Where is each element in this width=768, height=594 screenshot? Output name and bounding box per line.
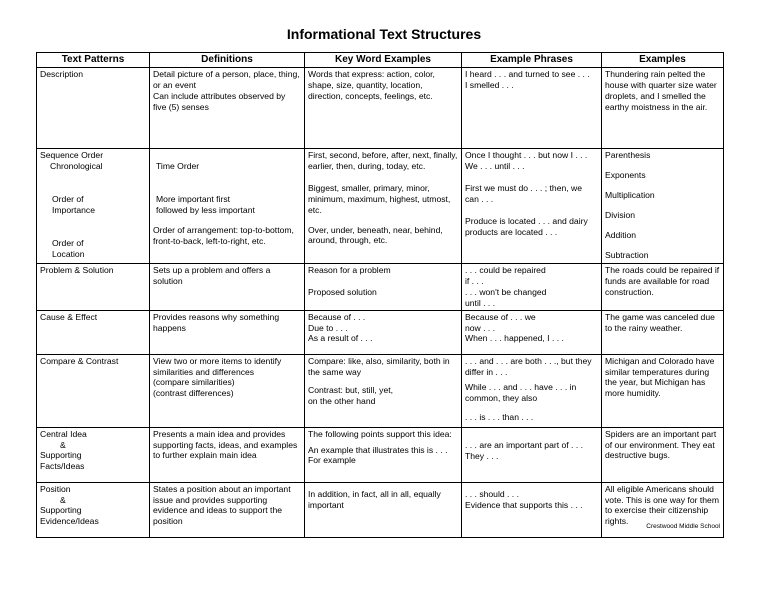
phrase-text: Evidence that supports this . . . [465, 499, 583, 510]
phrases-cell [462, 149, 602, 264]
example-cell [602, 427, 724, 482]
key-words-text: An example that illustrates this is . . . For example [308, 444, 448, 466]
definition-text: Presents a main idea and provides supporting facts, ideas, and examples to further explain main idea [153, 428, 298, 461]
phrase-text: I smelled . . . [465, 79, 514, 90]
pattern-label: Position [40, 483, 71, 494]
phrase-text: if . . . [465, 275, 484, 286]
pattern-label: Facts/Ideas [40, 461, 85, 472]
phrases-cell [462, 427, 602, 482]
key-words-text: Compare: like, also, similarity, both in the same way [308, 355, 450, 377]
header-example-phrases: Example Phrases [462, 53, 602, 68]
pattern-label: Sequence Order [40, 150, 104, 160]
table-header-row [37, 53, 724, 68]
pattern-label: Evidence/Ideas [40, 516, 99, 527]
pattern-sub-label: Importance [52, 204, 95, 215]
pattern-cell [37, 310, 150, 354]
table-row-problem-solution [37, 264, 724, 311]
key-words-text: First, second, before, after, next, finally, earlier, then, during, today, etc. [308, 150, 458, 171]
phrase-text: . . . are an important part of . . . They . . . [465, 439, 583, 461]
definition-text: Time Order [156, 161, 200, 171]
pattern-sub-label: Chronological [50, 160, 103, 171]
example-text: Exponents [605, 169, 646, 180]
phrase-text: First we must do . . . ; then, we can . . . [465, 182, 583, 204]
example-text: Subtraction [605, 249, 649, 260]
key-words-text: The following points support this idea: [308, 428, 452, 439]
text-structures-table [36, 52, 724, 538]
definition-text: States a position about an important issue and provides supporting evidence and ideas to support the position [153, 483, 291, 527]
phrase-text: When . . . happened, I . . . [465, 333, 564, 344]
definition-text: Sets up a problem and offers a solution [153, 265, 271, 286]
table-row-cause-effect [37, 310, 724, 354]
phrase-text: . . . won't be changed [465, 286, 547, 297]
pattern-cell [37, 427, 150, 482]
example-text: Parenthesis [605, 150, 651, 160]
definition-cell [150, 149, 305, 264]
definition-cell [150, 354, 305, 427]
pattern-label: Compare & Contrast [40, 355, 119, 366]
table-row-sequence [37, 149, 724, 264]
example-text: All eligible Americans should vote. This is one way for them to exercise their citizenship rights. [605, 483, 719, 527]
pattern-label: & [60, 494, 66, 505]
key-words-text: on the other hand [308, 396, 376, 407]
key-words-cell [305, 149, 462, 264]
key-words-text: Over, under, beneath, near, behind, around, through, etc. [308, 224, 443, 246]
phrase-text: now . . . [465, 322, 496, 333]
pattern-cell [37, 264, 150, 311]
table-row-description [37, 68, 724, 149]
key-words-text: Contrast: but, still, yet, [308, 385, 394, 396]
pattern-label: Description [40, 69, 83, 79]
pattern-cell [37, 482, 150, 537]
key-words-text: Biggest, smaller, primary, minor, minimum, maximum, highest, utmost, etc. [308, 182, 451, 215]
pattern-cell [37, 149, 150, 264]
phrase-text: I heard . . . and turned to see . . . [465, 69, 590, 79]
definition-cell [150, 482, 305, 537]
example-text: Spiders are an important part of our environment. They eat destructive bugs. [605, 428, 717, 461]
key-words-text: Reason for a problem [308, 265, 391, 275]
definition-text: (contrast differences) [153, 388, 234, 399]
definition-cell [150, 310, 305, 354]
key-words-cell [305, 354, 462, 427]
pattern-cell [37, 354, 150, 427]
key-words-cell [305, 482, 462, 537]
example-cell [602, 354, 724, 427]
phrases-cell [462, 310, 602, 354]
definition-text: (compare similarities) [153, 377, 235, 388]
pattern-label: & [60, 439, 66, 450]
key-words-text: In addition, in fact, all in all, equally important [308, 488, 441, 510]
pattern-label: Supporting [40, 505, 82, 516]
school-footer: Crestwood Middle School [646, 523, 720, 530]
example-text: The game was canceled due to the rainy weather. [605, 311, 715, 333]
example-text: Thundering rain pelted the house with quarter size water droplets, and I smelled the earthy moistness in the air. [605, 69, 717, 112]
example-cell [602, 264, 724, 311]
definition-cell [150, 264, 305, 311]
phrase-text: . . . should . . . [465, 488, 519, 499]
key-words-text: Words that express: action, color, shape, size, quantity, location, direction, concepts, feelings, etc. [308, 69, 435, 101]
pattern-label: Central Idea [40, 428, 87, 439]
key-words-cell [305, 310, 462, 354]
example-cell [602, 310, 724, 354]
phrase-text: Produce is located . . . and dairy products are located . . . [465, 215, 588, 237]
header-definitions: Definitions [150, 53, 305, 68]
example-cell [602, 68, 724, 149]
definition-text: Order of arrangement: top-to-bottom, front-to-back, left-to-right, etc. [153, 224, 294, 246]
definition-text: Provides reasons why something happens [153, 311, 280, 333]
phrase-text: . . . could be repaired [465, 265, 546, 275]
pattern-label: Supporting [40, 450, 82, 461]
phrase-text: We . . . until . . . [465, 160, 525, 171]
key-words-text: Because of . . . [308, 311, 366, 322]
example-text: Addition [605, 229, 637, 240]
definition-text: More important first [156, 193, 231, 204]
definition-text: followed by less important [156, 204, 255, 215]
definition-cell [150, 68, 305, 149]
table-row-compare-contrast [37, 354, 724, 427]
pattern-sub-label: Location [52, 248, 85, 259]
definition-text: Detail picture of a person, place, thing, or an event [153, 69, 300, 90]
example-text: The roads could be repaired if funds are available for road construction. [605, 265, 720, 297]
phrase-text: . . . is . . . than . . . [465, 412, 534, 423]
pattern-cell [37, 68, 150, 149]
definition-cell [150, 427, 305, 482]
phrases-cell [462, 68, 602, 149]
key-words-text: Proposed solution [308, 286, 377, 297]
pattern-label: Cause & Effect [40, 311, 98, 322]
phrase-text: until . . . [465, 297, 496, 308]
phrase-text: While . . . and . . . have . . . in common, they also [465, 382, 577, 404]
phrases-cell [462, 354, 602, 427]
definition-text: View two or more items to identify similarities and differences [153, 355, 282, 377]
header-key-word-examples: Key Word Examples [305, 53, 462, 68]
key-words-cell [305, 427, 462, 482]
example-text: Multiplication [605, 189, 655, 200]
definition-text: Can include attributes observed by five (5) senses [153, 90, 286, 112]
phrase-text: Because of . . . we [465, 311, 536, 322]
example-cell [602, 149, 724, 264]
table-row-central-idea [37, 427, 724, 482]
key-words-cell [305, 68, 462, 149]
phrases-cell [462, 264, 602, 311]
phrase-text: Once I thought . . . but now I . . . [465, 150, 588, 160]
key-words-text: As a result of . . . [308, 333, 373, 344]
header-text-patterns: Text Patterns [37, 53, 150, 68]
page-title: Informational Text Structures [286, 26, 482, 42]
pattern-sub-label: Order of [52, 237, 84, 248]
example-text: Division [605, 209, 636, 220]
key-words-cell [305, 264, 462, 311]
key-words-text: Due to . . . [308, 322, 348, 333]
pattern-label: Problem & Solution [40, 265, 114, 275]
phrase-text: . . . and . . . are both . . ., but they differ in . . . [465, 355, 592, 377]
header-examples: Examples [602, 53, 724, 68]
pattern-sub-label: Order of [52, 193, 84, 204]
example-text: Michigan and Colorado have similar temperatures during the year, but Michigan has more humidity. [605, 355, 715, 399]
